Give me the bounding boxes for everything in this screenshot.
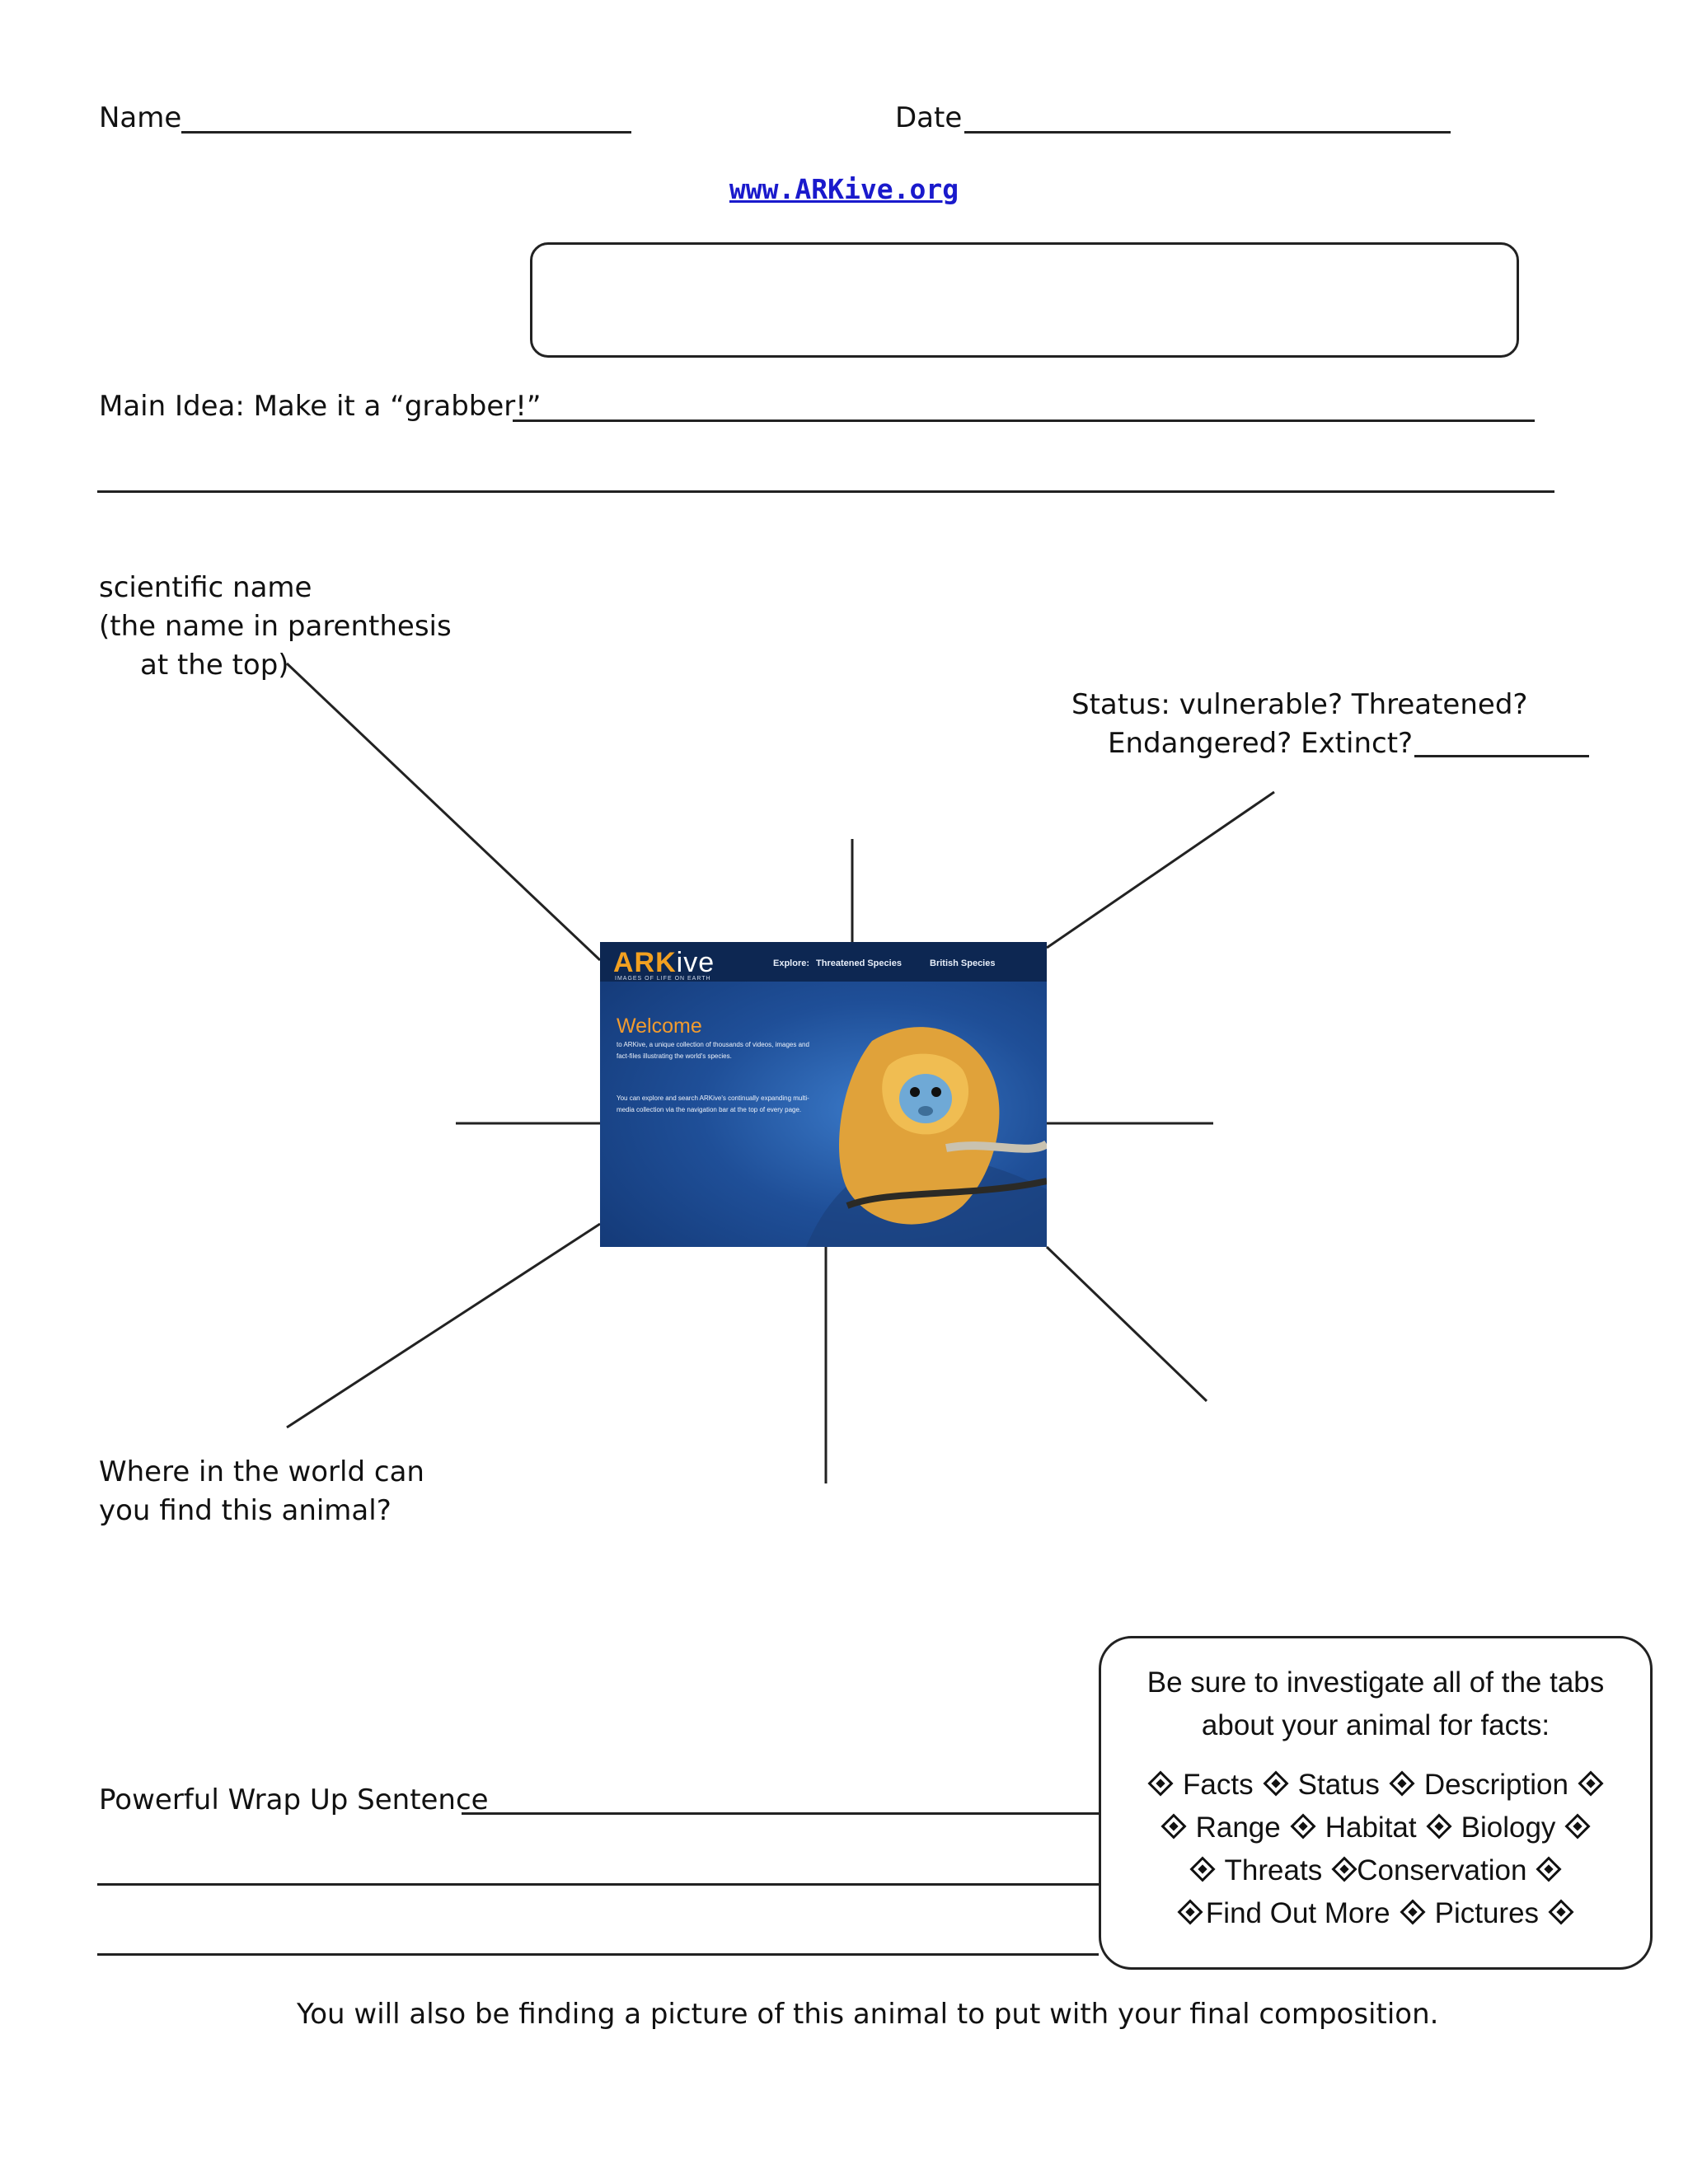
diamond-bullet-icon [1565,1813,1591,1839]
tabs-list [1101,1764,1650,1935]
tab-conservation: Conservation [1357,1854,1527,1886]
diamond-bullet-icon [1549,1899,1574,1924]
nav-british: British Species [930,958,996,968]
spoke-top-right [1047,792,1274,948]
diamond-bullet-icon [1426,1813,1451,1839]
tabs-row-3 [1113,1849,1639,1892]
tabs-row-4 [1113,1892,1639,1935]
tabs-reminder-box [1099,1636,1653,1970]
diamond-bullet-icon [1177,1899,1203,1924]
logo-main: ARK [613,947,677,978]
arkive-tagline: IMAGES OF LIFE ON EARTH [615,976,711,982]
date-label: Date [895,101,963,134]
website-link[interactable]: www.ARKive.org [729,173,959,205]
diamond-bullet-icon [1332,1856,1357,1882]
diamond-bullet-icon [1189,1856,1215,1882]
tab-status: Status [1297,1769,1380,1801]
welcome-paragraph-1: to ARKive, a unique collection of thousands of videos, images and fact-files illustrating the world's species. [617,1041,809,1060]
diamond-bullet-icon [1160,1813,1186,1839]
scientific-name-line-3: at the top) [140,649,289,682]
logo-rest: ive [676,947,715,978]
diamond-bullet-icon [1400,1899,1425,1924]
welcome-paragraph-2: You can explore and search ARKive's continually expanding multi-media collection via the navigation bar at the top of every page. [617,1094,809,1113]
diamond-bullet-icon [1147,1770,1173,1796]
status-line-1: Status: vulnerable? Threatened? [1071,688,1528,721]
nav-explore: Explore: [773,958,810,968]
tab-find-out-more: Find Out More [1205,1897,1390,1929]
diamond-bullet-icon [1263,1770,1288,1796]
scientific-name-line-1: scientific name [99,571,312,604]
where-line-1: Where in the world can [99,1455,424,1488]
tab-habitat: Habitat [1325,1811,1417,1844]
scientific-name-line-2: (the name in parenthesis [99,610,452,643]
tab-threats: Threats [1224,1854,1323,1886]
wrap-up-line-3[interactable] [97,1922,1099,1956]
diamond-bullet-icon [1389,1770,1414,1796]
welcome-heading: Welcome [617,1015,702,1038]
wrap-up-line-1[interactable] [462,1781,1099,1815]
tab-facts: Facts [1183,1769,1254,1801]
where-line-2: you find this animal? [99,1494,392,1527]
spoke-bottom-left [287,1224,600,1427]
arkive-screenshot [600,942,1047,1247]
status-line-2: Endangered? Extinct? [1108,727,1414,760]
diamond-bullet-icon [1536,1856,1562,1882]
nav-threatened: Threatened Species [816,958,902,968]
diamond-bullet-icon [1290,1813,1315,1839]
diamond-bullet-icon [1578,1770,1603,1796]
spoke-top-left [287,663,600,960]
tips-intro-line-1: Be sure to investigate all of the tabs [1146,1666,1605,1699]
tab-description: Description [1423,1769,1568,1801]
tips-intro-line-2: about your animal for facts: [1201,1709,1550,1741]
wrap-up-line-2[interactable] [97,1852,1099,1886]
monkey-illustration [600,942,1047,1247]
tips-intro [1101,1661,1650,1747]
main-idea-label: Main Idea: Make it a “grabber!” [99,390,542,423]
wrap-up-label: Powerful Wrap Up Sentence [99,1783,489,1816]
spoke-bottom-right [1047,1247,1207,1401]
tab-biology: Biology [1461,1811,1556,1844]
footer-note: You will also be finding a picture of this animal to put with your final composition. [297,1998,1439,2031]
name-label: Name [99,101,182,134]
tab-range: Range [1195,1811,1281,1844]
tabs-row-1 [1113,1764,1639,1807]
tab-pictures: Pictures [1434,1897,1540,1929]
tabs-row-2 [1113,1807,1639,1849]
